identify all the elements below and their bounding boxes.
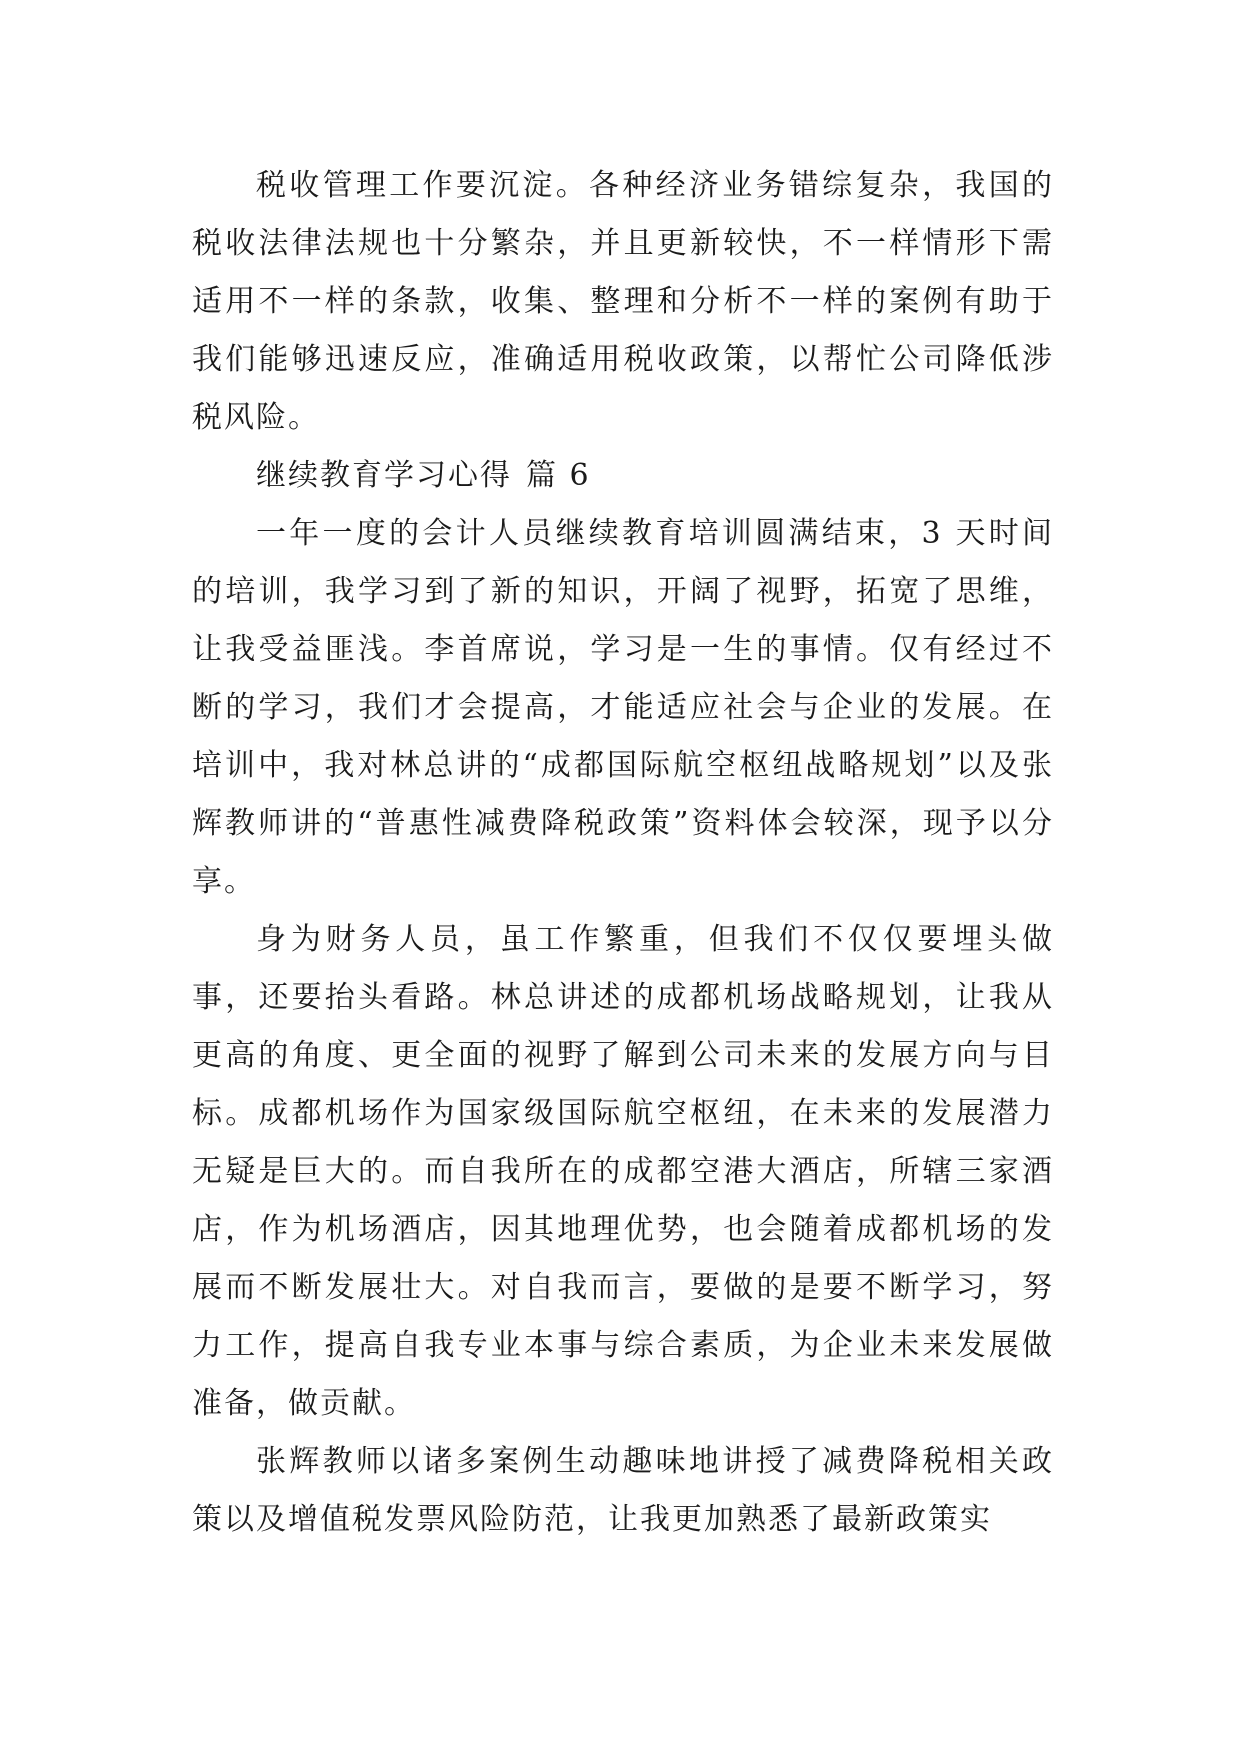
document-body <box>192 157 1054 1549</box>
section-number: 篇 6 <box>526 458 591 493</box>
paragraph-training-summary: 一年一度的会计人员继续教育培训圆满结束，3 天时间的培训，我学习到了新的知识，开阔了视野，拓宽了思维，让我受益匪浅。李首席说，学习是一生的事情。仅有经过不断的学习，我们才会提高，才能适应社会与企业的发展。在培训中，我对林总讲的“成都国际航空枢纽战略规划”以及张辉教师讲的“普惠性减费降税政策”资料体会较深，现予以分享。 <box>192 516 1054 899</box>
section-heading <box>192 447 1054 505</box>
section-title: 继续教育学习心得 <box>256 458 512 493</box>
paragraph-tax-policy: 张辉教师以诸多案例生动趣味地讲授了减费降税相关政策以及增值税发票风险防范，让我更加熟悉了最新政策实 <box>192 1444 1054 1537</box>
paragraph-finance-staff: 身为财务人员，虽工作繁重，但我们不仅仅要埋头做事，还要抬头看路。林总讲述的成都机场战略规划，让我从更高的角度、更全面的视野了解到公司未来的发展方向与目标。成都机场作为国家级国际航空枢纽，在未来的发展潜力无疑是巨大的。而自我所在的成都空港大酒店，所辖三家酒店，作为机场酒店，因其地理优势，也会随着成都机场的发展而不断发展壮大。对自我而言，要做的是要不断学习，努力工作，提高自我专业本事与综合素质，为企业未来发展做准备，做贡献。 <box>192 922 1054 1421</box>
paragraph-tax-management: 税收管理工作要沉淀。各种经济业务错综复杂，我国的税收法律法规也十分繁杂，并且更新较快，不一样情形下需适用不一样的条款，收集、整理和分析不一样的案例有助于我们能够迅速反应，准确适用税收政策，以帮忙公司降低涉税风险。 <box>192 168 1054 435</box>
